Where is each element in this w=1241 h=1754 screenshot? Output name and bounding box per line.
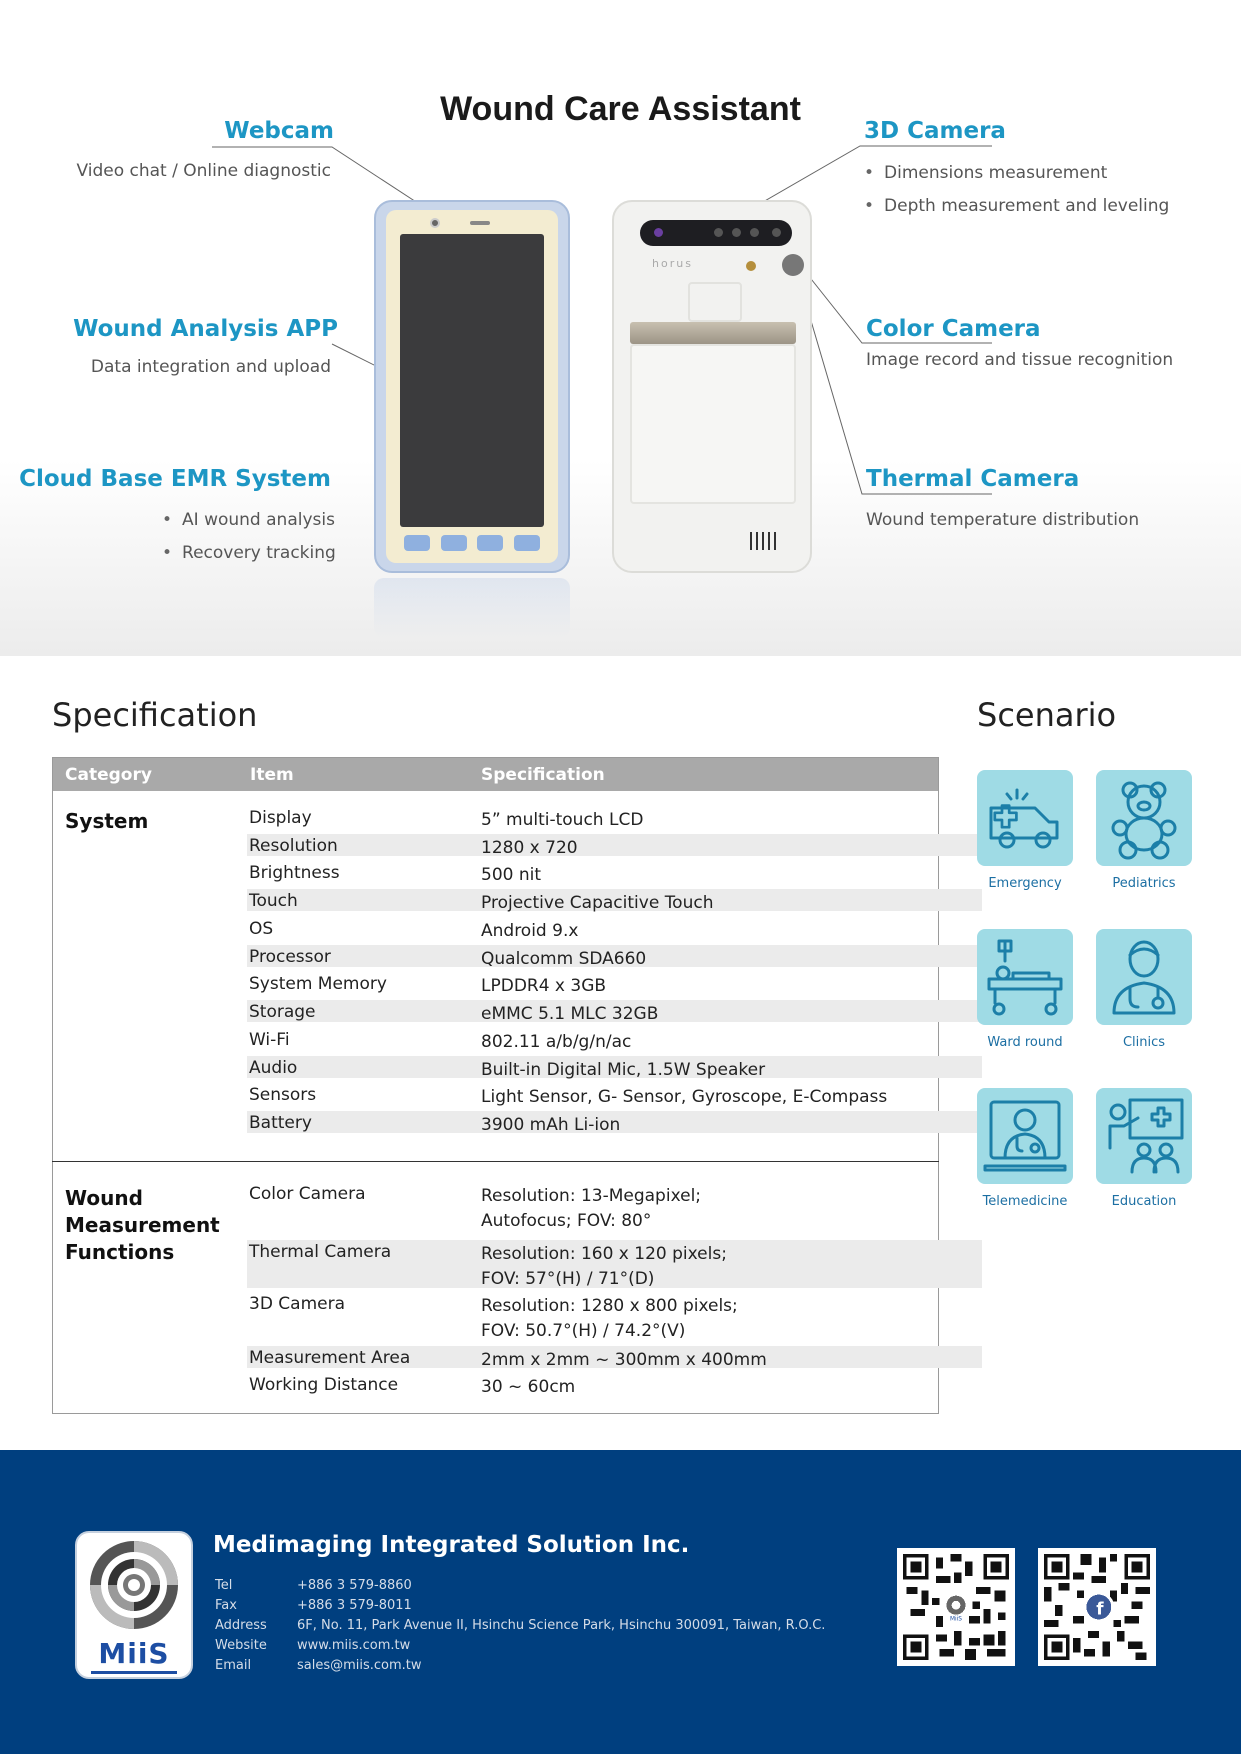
qr-code-website[interactable] — [897, 1548, 1015, 1666]
hospital-bed-icon — [977, 929, 1073, 1025]
header-category: Category — [65, 765, 152, 785]
table-row: Audio Built-in Digital Mic, 1.5W Speaker — [247, 1056, 982, 1078]
doctor-icon — [1096, 929, 1192, 1025]
table-row: Storage eMMC 5.1 MLC 32GB — [247, 1000, 982, 1022]
camera3d-heading: 3D Camera — [864, 118, 1006, 144]
contact-fax: Fax +886 3 579-8011 — [215, 1598, 412, 1613]
group-wound-label: Wound Measurement Functions — [65, 1186, 220, 1264]
miis-logo-icon — [77, 1533, 191, 1637]
hero-section — [0, 0, 1241, 656]
scenario-clinics — [1096, 929, 1192, 1050]
tablet-back-image — [612, 200, 812, 573]
app-text: Data integration and upload — [90, 357, 331, 377]
scenario-title: Scenario — [977, 696, 1117, 734]
color-camera-heading: Color Camera — [866, 316, 1041, 342]
qr-code-icon — [1044, 1554, 1150, 1660]
emr-bullet-1: • AI wound analysis — [162, 510, 335, 530]
color-camera-text: Image record and tissue recognition — [866, 350, 1174, 370]
table-row: 3D Camera Resolution: 1280 x 800 pixels; FOV: 50.7°(H) / 74.2°(V) — [249, 1294, 738, 1341]
table-row: Battery 3900 mAh Li-ion — [247, 1111, 982, 1133]
table-header — [53, 758, 938, 791]
color-camera-lens-icon — [782, 254, 804, 276]
thermal-camera-text: Wound temperature distribution — [866, 510, 1140, 530]
contact-website[interactable]: Website www.miis.com.tw — [215, 1638, 411, 1653]
ambulance-icon — [977, 770, 1073, 866]
webcam-lens-icon — [430, 218, 440, 228]
emr-heading: Cloud Base EMR System — [19, 466, 331, 492]
scenario-education — [1096, 1088, 1192, 1209]
app-heading: Wound Analysis APP — [73, 316, 338, 342]
contact-email[interactable]: Email sales@miis.com.tw — [215, 1658, 422, 1673]
header-specification: Specification — [481, 765, 605, 785]
thermal-camera-heading: Thermal Camera — [866, 466, 1080, 492]
speaker-grill — [750, 532, 780, 550]
camera3d-bullet-2: • Depth measurement and leveling — [864, 196, 1169, 216]
header-item: Item — [250, 765, 294, 785]
contact-address: Address 6F, No. 11, Park Avenue II, Hsinchu Science Park, Hsinchu 300091, Taiwan, R.O.C. — [215, 1618, 826, 1633]
table-row: Thermal Camera Resolution: 160 x 120 pixels; FOV: 57°(H) / 71°(D) — [247, 1240, 982, 1288]
webcam-heading: Webcam — [224, 118, 334, 144]
scenario-label: Pediatrics — [1112, 876, 1176, 891]
table-row: Sensors Light Sensor, G- Sensor, Gyroscope, E-Compass — [249, 1085, 888, 1107]
telemedicine-icon — [977, 1088, 1073, 1184]
table-row: OS Android 9.x — [249, 919, 579, 941]
scenario-label: Ward round — [987, 1035, 1063, 1050]
group-divider — [52, 1161, 939, 1162]
table-row: Processor Qualcomm SDA660 — [247, 945, 982, 967]
tablet-screen — [400, 234, 544, 527]
company-name: Medimaging Integrated Solution Inc. — [213, 1532, 690, 1558]
table-row: Touch Projective Capacitive Touch — [247, 889, 982, 911]
scenario-label: Clinics — [1122, 1035, 1166, 1050]
contact-tel: Tel +886 3 579-8860 — [215, 1578, 412, 1593]
scenario-label: Education — [1111, 1194, 1177, 1209]
table-row: Resolution 1280 x 720 — [247, 834, 982, 856]
page-title: Wound Care Assistant — [440, 90, 801, 128]
teddy-bear-icon — [1096, 770, 1192, 866]
group-system-label: System — [65, 809, 149, 833]
tablet-front-image — [374, 200, 570, 573]
company-logo — [75, 1531, 193, 1679]
qr-website-label: MiiS — [950, 1616, 962, 1623]
classroom-icon — [1096, 1088, 1192, 1184]
logo-wordmark: MiiS — [98, 1637, 170, 1670]
qr-code-facebook[interactable] — [1038, 1548, 1156, 1666]
table-row: Measurement Area 2mm x 2mm ~ 300mm x 400mm — [247, 1346, 982, 1368]
scenario-pediatrics — [1096, 770, 1192, 891]
camera3d-bullet-1: • Dimensions measurement — [864, 163, 1107, 183]
specification-title: Specification — [52, 696, 258, 734]
tablet-reflection — [374, 578, 570, 638]
webcam-text: Video chat / Online diagnostic — [76, 161, 331, 181]
table-row: System Memory LPDDR4 x 3GB — [249, 974, 607, 996]
table-row: Working Distance 30 ~ 60cm — [249, 1375, 576, 1397]
scenario-ward-round — [977, 929, 1073, 1050]
scenario-emergency — [977, 770, 1073, 891]
scenario-label: Emergency — [988, 876, 1062, 891]
qr-code-icon — [903, 1554, 1009, 1660]
table-row: Color Camera Resolution: 13-Megapixel; Autofocus; FOV: 80° — [249, 1184, 702, 1231]
table-row: Brightness 500 nit — [249, 863, 542, 885]
camera-bar — [640, 220, 792, 246]
device-brand: horus — [652, 257, 693, 270]
specification-table — [52, 757, 939, 1414]
table-row: Wi-Fi 802.11 a/b/g/n/ac — [249, 1030, 632, 1052]
emr-bullet-2: • Recovery tracking — [162, 543, 336, 563]
scenario-label: Telemedicine — [982, 1194, 1068, 1209]
facebook-glyph: f — [1096, 1598, 1104, 1619]
table-row: Display 5” multi-touch LCD — [249, 808, 644, 830]
scenario-telemedicine — [977, 1088, 1073, 1209]
